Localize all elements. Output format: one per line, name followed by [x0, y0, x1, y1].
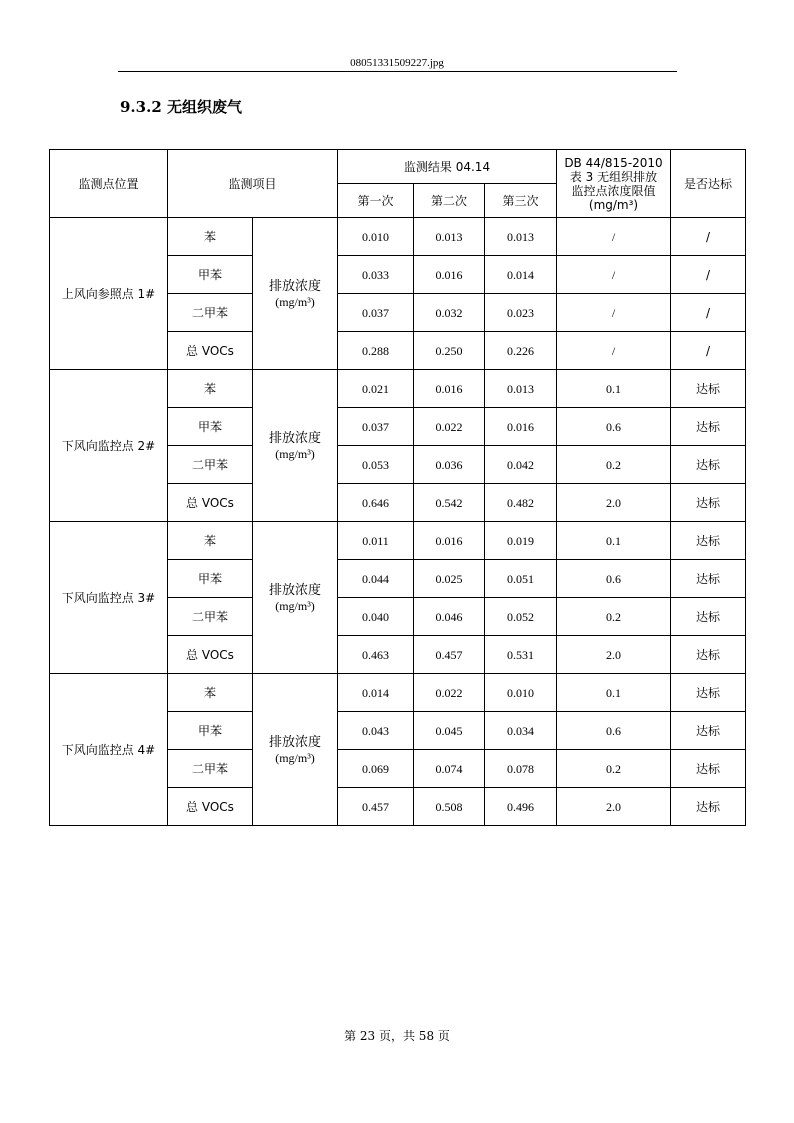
limit-cell: 0.6 — [557, 560, 671, 598]
limit-cell: 0.6 — [557, 408, 671, 446]
limit-cell: / — [557, 294, 671, 332]
header-limit-line3: 监控点浓度限值 — [571, 183, 656, 198]
result-third-cell: 0.034 — [485, 712, 557, 750]
result-third-cell: 0.531 — [485, 636, 557, 674]
measure-label: 排放浓度 — [268, 431, 321, 446]
measure-unit: (mg/m³) — [275, 447, 315, 461]
result-first-cell: 0.011 — [338, 522, 414, 560]
compliance-cell: 达标 — [671, 484, 746, 522]
header-second: 第二次 — [414, 184, 485, 218]
measure-label: 排放浓度 — [268, 583, 321, 598]
pollutant-cell: 苯 — [168, 218, 253, 256]
result-third-cell: 0.013 — [485, 370, 557, 408]
header-limit — [557, 150, 671, 218]
pollutant-cell: 二甲苯 — [168, 750, 253, 788]
compliance-cell: 达标 — [671, 636, 746, 674]
result-third-cell: 0.482 — [485, 484, 557, 522]
pollutant-cell: 二甲苯 — [168, 446, 253, 484]
compliance-cell: 达标 — [671, 370, 746, 408]
result-third-cell: 0.226 — [485, 332, 557, 370]
pollutant-cell: 总 VOCs — [168, 484, 253, 522]
measure-unit: (mg/m³) — [275, 295, 315, 309]
header-location: 监测点位置 — [50, 150, 168, 218]
result-second-cell: 0.542 — [414, 484, 485, 522]
result-second-cell: 0.013 — [414, 218, 485, 256]
measure-cell — [253, 522, 338, 674]
result-second-cell: 0.074 — [414, 750, 485, 788]
result-first-cell: 0.457 — [338, 788, 414, 826]
limit-cell: / — [557, 256, 671, 294]
location-cell: 下风向监控点 2# — [50, 370, 168, 522]
compliance-cell: / — [671, 256, 746, 294]
result-third-cell: 0.010 — [485, 674, 557, 712]
measure-cell — [253, 674, 338, 826]
result-first-cell: 0.463 — [338, 636, 414, 674]
compliance-cell: 达标 — [671, 712, 746, 750]
result-third-cell: 0.019 — [485, 522, 557, 560]
header-item: 监测项目 — [168, 150, 338, 218]
pollutant-cell: 苯 — [168, 674, 253, 712]
result-first-cell: 0.053 — [338, 446, 414, 484]
limit-cell: 0.2 — [557, 750, 671, 788]
pollutant-cell: 总 VOCs — [168, 788, 253, 826]
location-cell: 上风向参照点 1# — [50, 218, 168, 370]
limit-cell: 0.2 — [557, 446, 671, 484]
pollutant-cell: 总 VOCs — [168, 636, 253, 674]
header-limit-line1: DB 44/815-2010 — [564, 155, 663, 170]
compliance-cell: 达标 — [671, 598, 746, 636]
measure-unit: (mg/m³) — [275, 599, 315, 613]
header-limit-line4: (mg/m³) — [588, 197, 639, 212]
result-second-cell: 0.046 — [414, 598, 485, 636]
header-filename: 08051331509227.jpg — [350, 57, 444, 69]
pollutant-cell: 总 VOCs — [168, 332, 253, 370]
table-body — [50, 150, 746, 826]
header-results: 监测结果 04.14 — [338, 150, 557, 184]
header-third: 第三次 — [485, 184, 557, 218]
measure-unit: (mg/m³) — [275, 751, 315, 765]
measure-label: 排放浓度 — [268, 735, 321, 750]
limit-cell: 0.1 — [557, 370, 671, 408]
table-row — [50, 218, 746, 256]
result-third-cell: 0.016 — [485, 408, 557, 446]
result-first-cell: 0.043 — [338, 712, 414, 750]
header-rule — [118, 71, 677, 72]
result-second-cell: 0.457 — [414, 636, 485, 674]
limit-cell: 0.6 — [557, 712, 671, 750]
result-third-cell: 0.013 — [485, 218, 557, 256]
result-third-cell: 0.496 — [485, 788, 557, 826]
result-second-cell: 0.016 — [414, 522, 485, 560]
result-second-cell: 0.045 — [414, 712, 485, 750]
result-first-cell: 0.288 — [338, 332, 414, 370]
result-third-cell: 0.042 — [485, 446, 557, 484]
measure-cell — [253, 218, 338, 370]
pollutant-cell: 二甲苯 — [168, 598, 253, 636]
header-limit-line2: 表 3 无组织排放 — [569, 169, 658, 184]
result-second-cell: 0.022 — [414, 674, 485, 712]
result-first-cell: 0.033 — [338, 256, 414, 294]
page-footer: 第 23 页，共 58 页 — [344, 1029, 450, 1043]
pollutant-cell: 甲苯 — [168, 712, 253, 750]
result-second-cell: 0.250 — [414, 332, 485, 370]
result-third-cell: 0.051 — [485, 560, 557, 598]
result-third-cell: 0.014 — [485, 256, 557, 294]
limit-cell: 2.0 — [557, 484, 671, 522]
result-second-cell: 0.032 — [414, 294, 485, 332]
result-second-cell: 0.508 — [414, 788, 485, 826]
compliance-cell: 达标 — [671, 674, 746, 712]
table-row — [50, 674, 746, 712]
pollutant-cell: 苯 — [168, 522, 253, 560]
limit-cell: 2.0 — [557, 636, 671, 674]
limit-cell: 2.0 — [557, 788, 671, 826]
compliance-cell: 达标 — [671, 408, 746, 446]
compliance-cell: 达标 — [671, 750, 746, 788]
limit-cell: 0.1 — [557, 674, 671, 712]
compliance-cell: 达标 — [671, 446, 746, 484]
result-first-cell: 0.037 — [338, 294, 414, 332]
header-first: 第一次 — [338, 184, 414, 218]
location-cell: 下风向监控点 4# — [50, 674, 168, 826]
result-first-cell: 0.014 — [338, 674, 414, 712]
result-third-cell: 0.078 — [485, 750, 557, 788]
compliance-cell: 达标 — [671, 522, 746, 560]
measure-label: 排放浓度 — [268, 279, 321, 294]
result-second-cell: 0.016 — [414, 256, 485, 294]
result-first-cell: 0.044 — [338, 560, 414, 598]
result-first-cell: 0.646 — [338, 484, 414, 522]
pollutant-cell: 二甲苯 — [168, 294, 253, 332]
result-first-cell: 0.040 — [338, 598, 414, 636]
table-row — [50, 522, 746, 560]
header-row-1 — [50, 150, 746, 184]
compliance-cell: / — [671, 218, 746, 256]
pollutant-cell: 甲苯 — [168, 256, 253, 294]
result-first-cell: 0.021 — [338, 370, 414, 408]
compliance-cell: / — [671, 294, 746, 332]
table-row — [50, 370, 746, 408]
limit-cell: / — [557, 332, 671, 370]
result-second-cell: 0.022 — [414, 408, 485, 446]
section-title: 9.3.2 无组织废气 — [120, 98, 242, 116]
location-cell: 下风向监控点 3# — [50, 522, 168, 674]
result-second-cell: 0.036 — [414, 446, 485, 484]
result-second-cell: 0.025 — [414, 560, 485, 598]
pollutant-cell: 甲苯 — [168, 560, 253, 598]
monitoring-table — [49, 149, 746, 826]
compliance-cell: 达标 — [671, 560, 746, 598]
compliance-cell: 达标 — [671, 788, 746, 826]
limit-cell: 0.2 — [557, 598, 671, 636]
limit-cell: / — [557, 218, 671, 256]
result-first-cell: 0.069 — [338, 750, 414, 788]
header-compliance: 是否达标 — [671, 150, 746, 218]
result-third-cell: 0.023 — [485, 294, 557, 332]
result-first-cell: 0.010 — [338, 218, 414, 256]
result-second-cell: 0.016 — [414, 370, 485, 408]
measure-cell — [253, 370, 338, 522]
result-first-cell: 0.037 — [338, 408, 414, 446]
pollutant-cell: 甲苯 — [168, 408, 253, 446]
compliance-cell: / — [671, 332, 746, 370]
pollutant-cell: 苯 — [168, 370, 253, 408]
limit-cell: 0.1 — [557, 522, 671, 560]
result-third-cell: 0.052 — [485, 598, 557, 636]
